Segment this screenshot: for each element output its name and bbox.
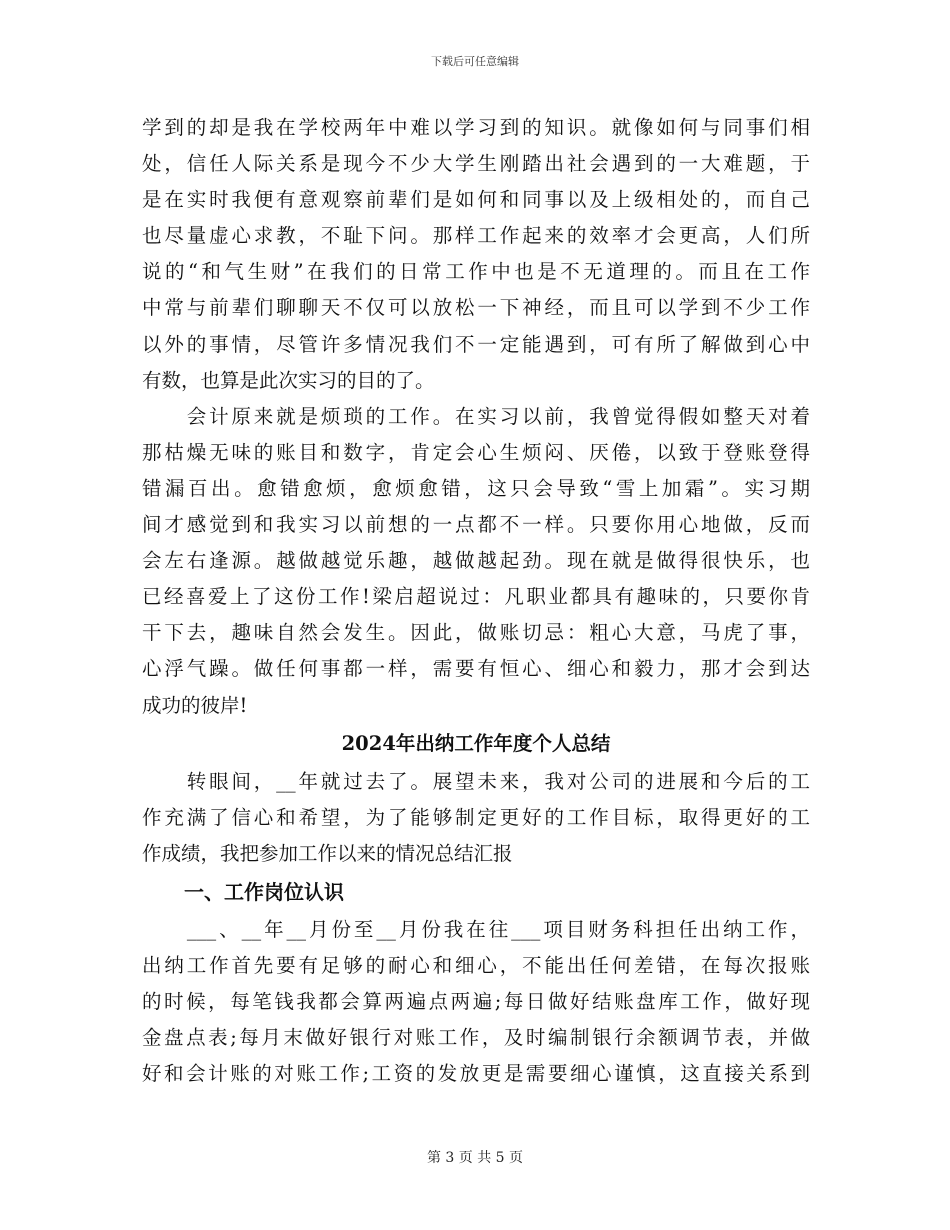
text-line: 金盘点表;每月末做好银行对账工作，及时编制银行余额调节表，并做: [142, 1026, 810, 1050]
text-line: 已经喜爱上了这份工作!梁启超说过：凡职业都具有趣味的，只要你肯: [142, 585, 810, 609]
subheading: 一、工作岗位认识: [184, 879, 344, 904]
text-line: 作成绩，我把参加工作以来的情况总结汇报: [142, 841, 513, 865]
document-body: [142, 110, 810, 1092]
text-line: 心浮气躁。做任何事都一样，需要有恒心、细心和毅力，那才会到达: [142, 657, 810, 681]
text-line: 成功的彼岸!: [142, 693, 248, 717]
section-title: 2024年出纳工作年度个人总结: [341, 731, 611, 755]
text-line: 有数，也算是此次实习的目的了。: [142, 368, 435, 392]
page-header-note: 下载后可任意编辑: [431, 55, 519, 68]
text-line: 干下去，趣味自然会发生。因此，做账切忌：粗心大意，马虎了事，: [142, 621, 810, 645]
text-line: 那枯燥无味的账目和数字，肯定会心生烦闷、厌倦，以致于登账登得: [142, 440, 810, 464]
text-line: 出纳工作首先要有足够的耐心和细心，不能出任何差错，在每次报账: [142, 953, 810, 977]
text-line: 错漏百出。愈错愈烦，愈烦愈错，这只会导致“雪上加霜”。实习期: [142, 476, 810, 500]
text-line: 是在实时我便有意观察前辈们是如何和同事以及上级相处的，而自己: [142, 188, 810, 212]
text-line: 以外的事情，尽管许多情况我们不一定能遇到，可有所了解做到心中: [142, 332, 810, 356]
text-line: 的时候，每笔钱我都会算两遍点两遍;每日做好结账盘库工作，做好现: [142, 990, 810, 1014]
text-line: 好和会计账的对账工作;工资的发放更是需要细心谨慎，这直接关系到: [142, 1062, 810, 1086]
text-line: 会左右逢源。越做越觉乐趣，越做越起劲。现在就是做得很快乐，也: [142, 549, 810, 573]
paragraph-4: [142, 912, 810, 1092]
page-number: 第 3 页 共 5 页: [426, 1150, 524, 1166]
text-line: 也尽量虚心求教，不耻下问。那样工作起来的效率才会更高，人们所: [142, 224, 810, 248]
text-line: 会计原来就是烦琐的工作。在实习以前，我曾觉得假如整天对着: [142, 404, 810, 428]
text-line: 中常与前辈们聊聊天不仅可以放松一下神经，而且可以学到不少工作: [142, 296, 810, 320]
text-line: 作充满了信心和希望，为了能够制定更好的工作目标，取得更好的工: [142, 805, 810, 829]
text-line: ___、__年__月份至__月份我在往___项目财务科担任出纳工作，: [142, 917, 810, 941]
paragraph-2: [142, 399, 810, 724]
text-line: 间才感觉到和我实习以前想的一点都不一样。只要你用心地做，反而: [142, 513, 810, 537]
text-line: 转眼间，__年就过去了。展望未来，我对公司的进展和今后的工: [142, 769, 810, 793]
text-line: 说的“和气生财”在我们的日常工作中也是不无道理的。而且在工作: [142, 260, 810, 284]
text-line: 学到的却是我在学校两年中难以学习到的知识。就像如何与同事们相: [142, 116, 810, 139]
paragraph-3: [142, 764, 810, 872]
paragraph-1: [142, 110, 810, 399]
text-line: 处，信任人际关系是现今不少大学生刚踏出社会遇到的一大难题，于: [142, 152, 810, 176]
